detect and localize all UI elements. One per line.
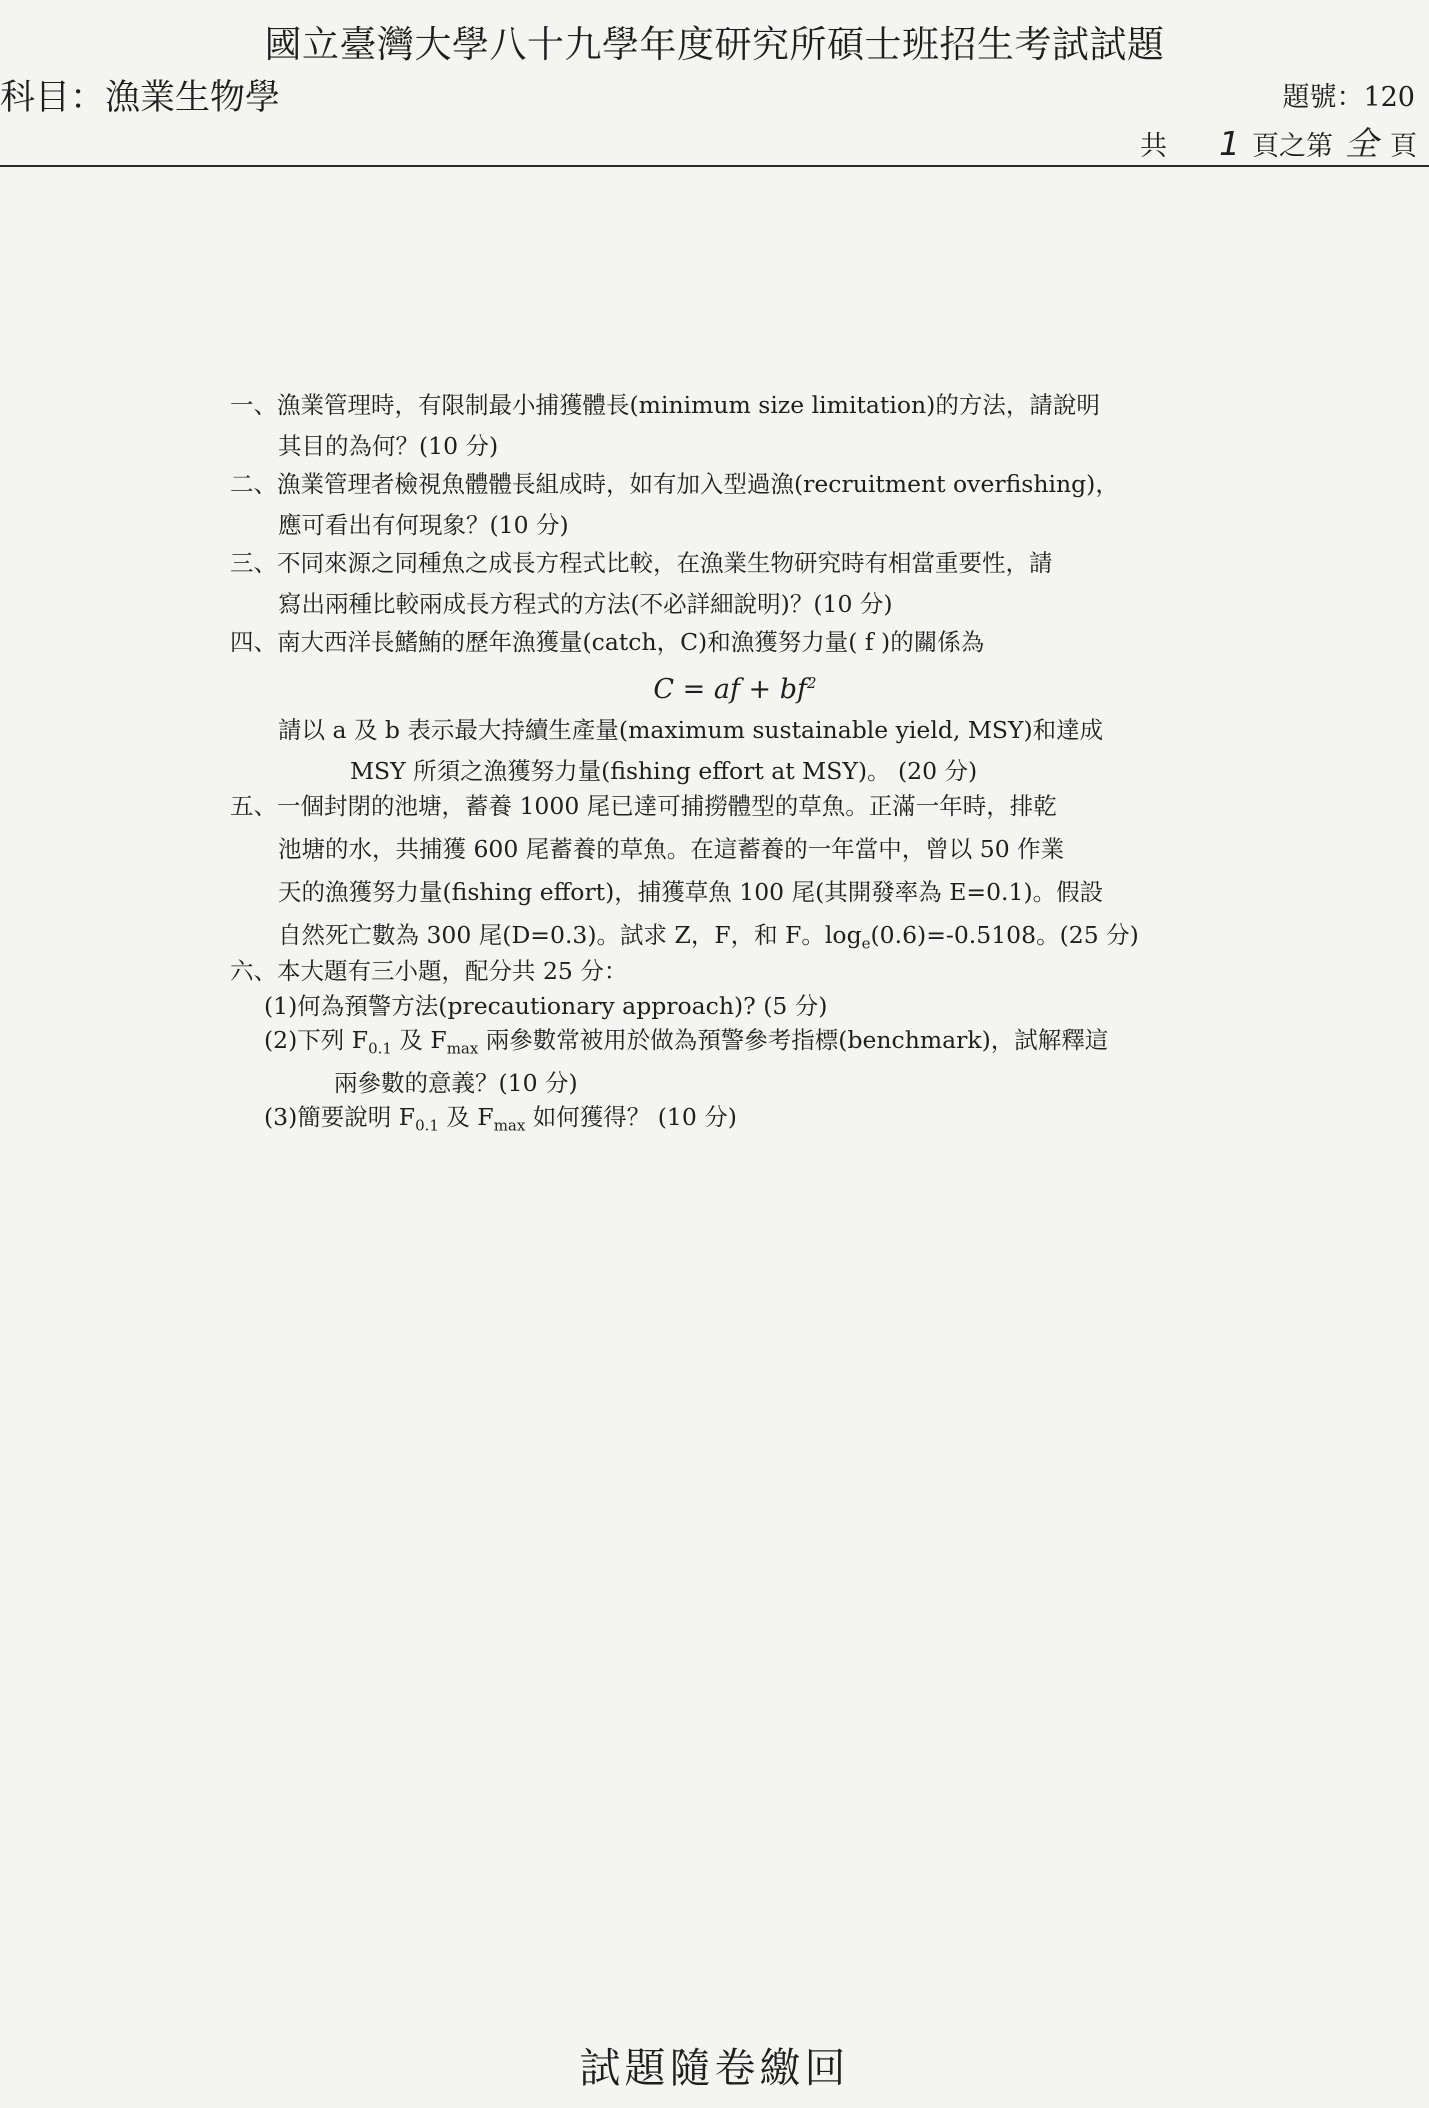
pages-total: 1 — [1219, 124, 1240, 163]
question-1-line1: 一、漁業管理時，有限制最小捕獲體長(minimum size limitation)的方法，請說明 — [230, 391, 1100, 419]
question-2-line2: 應可看出有何現象？(10 分) — [278, 511, 569, 539]
q6-sub3-c: 如何獲得？ (10 分) — [525, 1102, 737, 1131]
question-1 — [230, 385, 1190, 467]
pages-prefix: 共 — [1140, 131, 1167, 162]
question-4-line2: 請以 a 及 b 表示最大持續生產量(maximum sustainable yield, MSY)和達成 — [278, 716, 1104, 744]
question-6-sub2-line2: 兩參數的意義？(10 分) — [334, 1068, 578, 1097]
pages-suffix: 頁 — [1390, 131, 1417, 162]
pages-middle: 頁之第 — [1252, 131, 1333, 162]
question-number: 題號：120 — [1282, 82, 1415, 113]
q5-line4-pre: 自然死亡數為 300 尾(D=0.3)。試求 Z，F，和 F。log — [278, 921, 862, 949]
q6-sub3-s2: max — [493, 1116, 526, 1135]
formula-exponent: 2 — [807, 674, 817, 692]
q6-sub2-s2: max — [446, 1039, 479, 1058]
question-1-line2: 其目的為何？(10 分) — [278, 432, 499, 460]
question-2 — [230, 464, 1190, 546]
q5-line4-post: (0.6)=-0.5108。(25 分) — [870, 921, 1139, 949]
q6-sub3-b: 及 F — [438, 1102, 494, 1131]
question-6-sub2 — [230, 1023, 1190, 1066]
pages-current: 全 — [1345, 124, 1378, 163]
question-3-line1: 三、不同來源之同種魚之成長方程式比較，在漁業生物研究時有相當重要性，請 — [230, 549, 1053, 577]
question-4-formula — [230, 663, 1190, 710]
question-6-sub3 — [230, 1100, 1190, 1143]
header-divider — [0, 165, 1429, 167]
q6-sub3-a: (3)簡要說明 F — [264, 1102, 416, 1131]
q5-line4-sub: e — [861, 934, 871, 953]
formula-body: C = af + bf — [653, 674, 808, 705]
question-3 — [230, 543, 1190, 625]
question-4-line1: 四、南大西洋長鰭鮪的歷年漁獲量(catch，C)和漁獲努力量( f )的關係為 — [230, 628, 985, 656]
q6-sub2-c: 兩參數常被用於做為預警參考指標(benchmark)，試解釋這 — [478, 1026, 1109, 1054]
question-5-line2: 池塘的水，共捕獲 600 尾蓄養的草魚。在這蓄養的一年當中，曾以 50 作業 — [278, 835, 1065, 863]
q6-sub2-s1: 0.1 — [368, 1039, 392, 1058]
page-count — [1140, 118, 1417, 165]
question-2-line1: 二、漁業管理者檢視魚體體長組成時，如有加入型過漁(recruitment overfishing)， — [230, 470, 1119, 498]
question-6-sub1: (1)何為預警方法(precautionary approach)? (5 分) — [264, 992, 828, 1020]
return-notice: 試題隨卷繳回 — [579, 2044, 850, 2092]
question-5-line3: 天的漁獲努力量(fishing effort)，捕獲草魚 100 尾(其開發率為 E=0.1)。假設 — [278, 878, 1104, 906]
q6-sub3-s1: 0.1 — [415, 1116, 439, 1135]
question-6-line1: 六、本大題有三小題，配分共 25 分： — [230, 957, 628, 985]
q6-sub2-b: 及 F — [391, 1026, 447, 1054]
question-3-line2: 寫出兩種比較兩成長方程式的方法(不必詳細說明)？(10 分) — [278, 590, 893, 618]
question-5-line1: 五、一個封閉的池塘，蓄養 1000 尾已達可捕撈體型的草魚。正滿一年時，排乾 — [230, 792, 1057, 820]
exam-title: 國立臺灣大學八十九學年度研究所碩士班招生考試試題 — [264, 23, 1165, 66]
question-6 — [230, 953, 1190, 1142]
question-4-line3: MSY 所須之漁獲努力量(fishing effort at MSY)。 (20 分) — [350, 757, 978, 785]
question-4 — [230, 622, 1190, 792]
question-5 — [230, 785, 1190, 966]
q6-sub2-a: (2)下列 F — [264, 1026, 369, 1054]
subject-label: 科目：漁業生物學 — [0, 78, 281, 118]
